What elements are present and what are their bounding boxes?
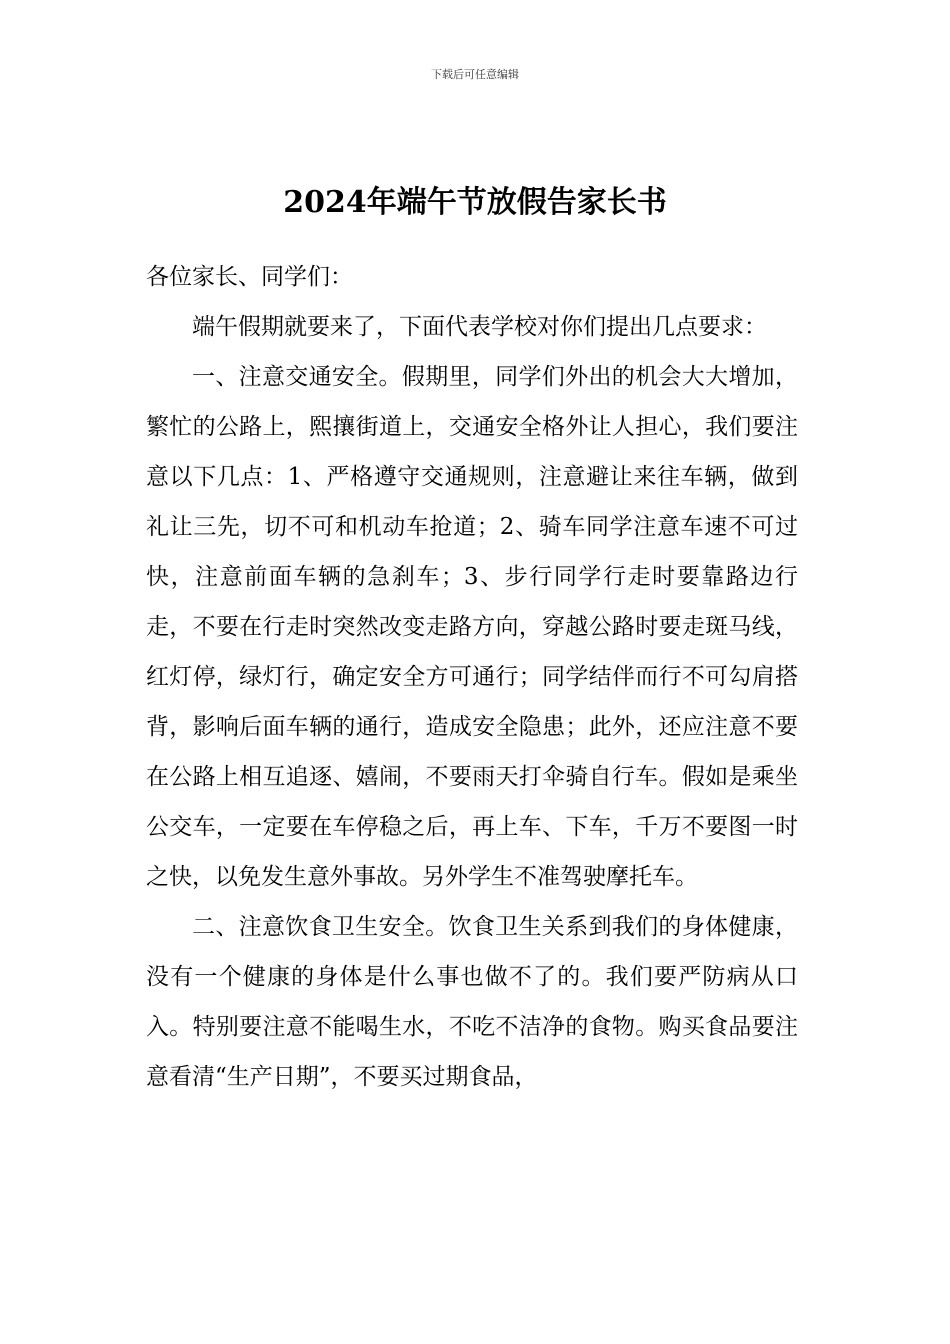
header-note: 下载后可任意编辑 xyxy=(431,68,519,81)
document-body xyxy=(146,252,798,1102)
paragraph-food-safety: 二、注意饮食卫生安全。饮食卫生关系到我们的身体健康，没有一个健康的身体是什么事也做不了的。我们要严防病从口入。特别要注意不能喝生水，不吃不洁净的食物。购买食品要注意看清“生产日期”，不要买过期食品， xyxy=(146,914,798,1090)
paragraph-traffic-safety: 一、注意交通安全。假期里，同学们外出的机会大大增加，繁忙的公路上，熙攘街道上，交通安全格外让人担心，我们要注意以下几点：1、严格遵守交通规则，注意避让来往车辆，做到礼让三先，切不可和机动车抢道；2、骑车同学注意车速不可过快，注意前面车辆的急刹车；3、步行同学行走时要靠路边行走，不要在行走时突然改变走路方向，穿越公路时要走斑马线，红灯停，绿灯行，确定安全方可通行；同学结伴而行不可勾肩搭背，影响后面车辆的通行，造成安全隐患；此外，还应注意不要在公路上相互追逐、嬉闹，不要雨天打伞骑自行车。假如是乘坐公交车，一定要在车停稳之后，再上车、下车，千万不要图一时之快，以免发生意外事故。另外学生不准驾驶摩托车。 xyxy=(146,364,798,890)
salutation: 各位家长、同学们： xyxy=(146,264,353,290)
paragraph-intro: 端午假期就要来了，下面代表学校对你们提出几点要求： xyxy=(192,314,767,340)
document-title: 2024年端午节放假告家长书 xyxy=(283,185,667,220)
